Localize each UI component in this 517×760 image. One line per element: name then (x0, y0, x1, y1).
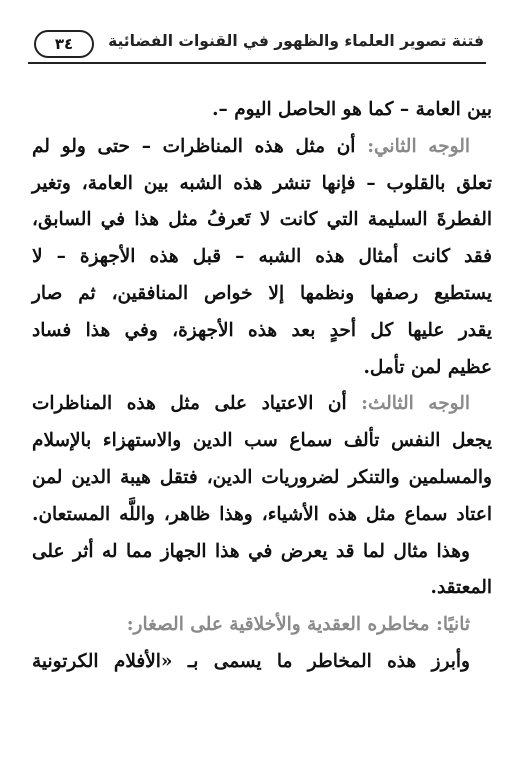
text-line: يستطيع رصفها ونظمها إلا خواص المنافقين، ثم صار (32, 282, 492, 304)
text-line: فقد كانت أمثال هذه الشبه – قبل هذه الأجهزة – لا (32, 246, 492, 268)
text-line: بين العامة – كما هو الحاصل اليوم –. (212, 99, 492, 120)
header-divider (28, 62, 486, 64)
section-heading: ثانيًا: مخاطره العقدية والأخلاقية على الصغار: (126, 614, 470, 636)
text-line: وهذا مثال لما قد يعرض في هذا الجهاز مما له أثر على (32, 540, 470, 562)
text-line: والمسلمين والتنكر لضروريات الدين، فتقل هيبة الدين لمن (32, 466, 492, 488)
text-line (32, 607, 492, 644)
text-line: اعتاد سماع مثل هذه الأشياء، وهذا ظاهر، واللَّه المستعان. (32, 503, 492, 525)
text-line: الوجه الثالث: أن الاعتياد على مثل هذه المناظرات (32, 393, 470, 415)
text-line: عظيم لمن تأمل. (363, 356, 492, 378)
text-line: الفطرةَ السليمة التي كانت لا تَعرفُ مثل هذا في السابق، (32, 209, 492, 231)
text-line: يجعل النفس تألف سماع سب الدين والاستهزاء بالإسلام (32, 430, 492, 452)
body-text (32, 92, 492, 681)
running-header (22, 26, 492, 66)
section-heading: الوجه الثاني: (367, 135, 470, 157)
text-line: المعتقد. (430, 577, 492, 599)
text-line: تعلق بالقلوب – فإنها تنشر هذه الشبه بين العامة، وتغير (32, 172, 492, 194)
section-heading: الوجه الثالث: (361, 393, 470, 415)
text-line: يقدر عليها كل أحدٍ بعد هذه الأجهزة، وفي هذا فساد (32, 319, 492, 341)
running-header-title: فتنة تصوير العلماء والظهور في القنوات الفضائية (108, 32, 484, 50)
text-line: الوجه الثاني: أن مثل هذه المناظرات – حتى ولو لم (32, 135, 470, 157)
text-line: وأبرز هذه المخاطر ما يسمى بـ «الأفلام الكرتونية (32, 650, 470, 672)
page-number-badge: ٣٤ (34, 30, 94, 58)
